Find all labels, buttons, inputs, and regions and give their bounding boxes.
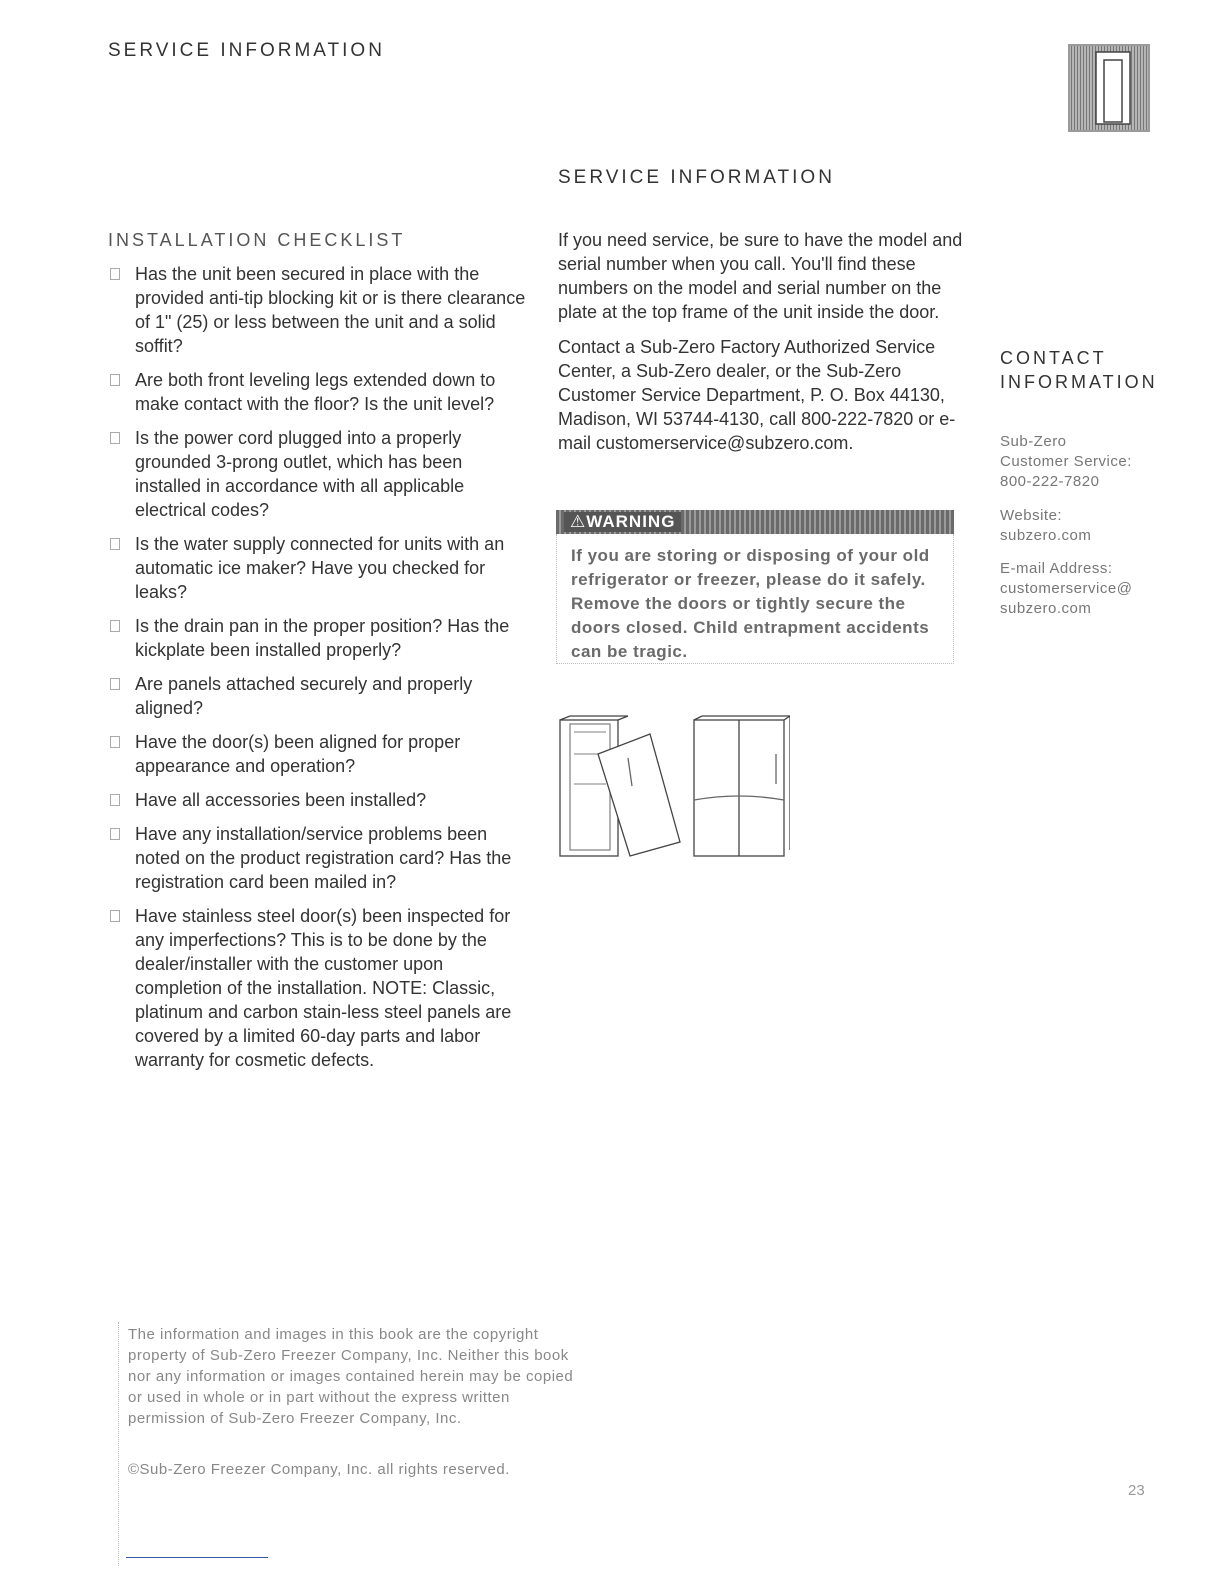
checkbox-icon [110,268,120,280]
customer-service-label-2: Customer Service: [1000,453,1132,470]
checklist-item [108,614,528,662]
checklist-item-text: Have all accessories been installed? [135,790,427,810]
email-value-2: subzero.com [1000,600,1092,617]
email-label: E-mail Address: [1000,560,1113,577]
website-label: Website: [1000,507,1063,524]
checklist-item [108,262,528,358]
customer-service-phone: 800-222-7820 [1000,473,1100,490]
warning-label [564,512,681,532]
service-paragraph-2: Contact a Sub-Zero Factory Authorized Service Center, a Sub-Zero dealer, or the Sub-Zero Customer Service Department, P. O. Box 44130, Madison, WI 53744-4130, call 800-222-7820 or e-mail customerservice@subzero.com. [558,337,956,453]
refrigerator-door-closed [694,716,790,856]
checkbox-icon [110,678,120,690]
warning-text: If you are storing or disposing of your old refrigerator or freezer, please do it safely. Remove the doors or tightly secure the doors closed. Child entrapment accidents can be tragic. [556,534,954,664]
checklist-item [108,788,528,812]
checkbox-icon [110,736,120,748]
checklist-item-text: Are both front leveling legs extended down to make contact with the floor? Is the unit level? [135,370,496,414]
installation-checklist-title: INSTALLATION CHECKLIST [108,230,406,250]
service-information-heading: SERVICE INFORMATION [558,167,835,188]
checkbox-icon [110,374,120,386]
checkbox-icon [110,538,120,550]
checkbox-icon [110,828,120,840]
checklist-item-text: Have stainless steel door(s) been inspected for any imperfections? This is to be done by the dealer/installer with the customer upon completion of the installation. NOTE: Classic, platinum and carbon stain-less steel panels are covered by a limited 60-day parts and labor warranty for cosmetic defects. [135,906,512,1070]
website-value: subzero.com [1000,527,1092,544]
checklist-item-text: Has the unit been secured in place with the provided anti-tip blocking kit or is there clearance of 1" (25) or less between the unit and a solid soffit? [135,264,526,356]
footer-rights: ©Sub-Zero Freezer Company, Inc. all rights reserved. [128,1461,510,1478]
checkbox-icon [110,620,120,632]
contact-title-line-1: CONTACT [1000,348,1107,368]
contact-information-title [1000,346,1158,394]
warning-box [556,510,954,664]
checklist-item [108,426,528,522]
warning-bar [556,510,954,534]
checklist-item-text: Is the power cord plugged into a properly grounded 3-prong outlet, which has been installed in accordance with all applicable electrical codes? [135,428,465,520]
warning-triangle-icon: ⚠ [570,512,587,531]
customer-service-label-1: Sub-Zero [1000,433,1067,450]
warning-label-text: WARNING [586,512,676,531]
checklist-item-text: Have any installation/service problems been noted on the product registration card? Has the registration card been mailed in? [135,824,512,892]
checklist-item [108,730,528,778]
email-contact [1000,559,1132,619]
contact-title-line-2: INFORMATION [1000,372,1158,392]
footer-divider [118,1322,120,1566]
checkbox-icon [110,432,120,444]
checklist-item-text: Is the water supply connected for units with an automatic ice maker? Have you checked for leaks? [135,534,505,602]
checkbox-icon [110,910,120,922]
checklist-item [108,368,528,416]
bottom-rule [126,1557,268,1558]
refrigerator-door-illustration [558,714,790,860]
checklist-item-text: Are panels attached securely and properly aligned? [135,674,473,718]
refrigerator-door-removed [560,716,680,856]
section-header: SERVICE INFORMATION [108,40,385,61]
checkbox-icon [110,794,120,806]
installation-checklist [108,262,528,1082]
checklist-item [108,822,528,894]
service-paragraph-1: If you need service, be sure to have the model and serial number when you call. You'll find these numbers on the model and serial number on the plate at the top frame of the unit inside the door. [558,230,963,322]
service-text [558,228,978,466]
checklist-item [108,532,528,604]
checklist-item [108,672,528,720]
fridge-thumbnail-icon [1068,44,1150,132]
checklist-item-text: Have the door(s) been aligned for proper appearance and operation? [135,732,461,776]
checklist-item-text: Is the drain pan in the proper position? Has the kickplate been installed properly? [135,616,510,660]
website-contact [1000,506,1091,546]
footer-copyright: The information and images in this book are the copyright property of Sub-Zero Freezer Company, Inc. Neither this book nor any information or images contained herein may be copied or used in whole or in part without the express written permission of Sub-Zero Freezer Company, Inc. [128,1326,574,1427]
page-number: 23 [1128,1482,1145,1499]
checklist-item [108,904,528,1072]
customer-service-contact [1000,432,1132,492]
email-value-1: customerservice@ [1000,580,1133,597]
